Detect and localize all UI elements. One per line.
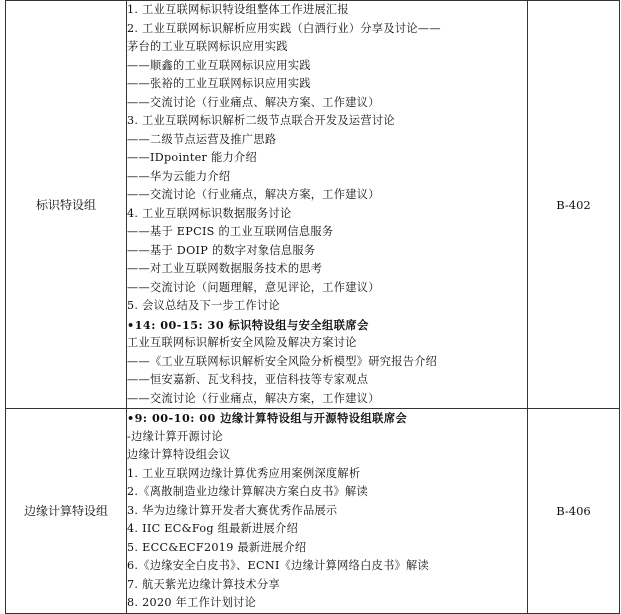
table-row xyxy=(6,409,620,614)
room-cell: B-402 xyxy=(528,1,620,409)
session-heading: •9: 00-10: 00 边缘计算特设组与开源特设组联席会 xyxy=(127,411,408,425)
agenda-content-cell xyxy=(127,1,528,409)
agenda-line: ——基于 DOIP 的数字对象信息服务 xyxy=(127,243,316,257)
room-cell: B-406 xyxy=(528,409,620,614)
agenda-line: 1. 工业互联网边缘计算优秀应用案例深度解析 xyxy=(127,466,361,480)
agenda-line: 2. 工业互联网标识解析应用实践（白酒行业）分享及讨论—— xyxy=(127,21,441,35)
agenda-line: ——基于 EPCIS 的工业互联网信息服务 xyxy=(127,225,334,238)
agenda-line: 6.《边缘安全白皮书》、ECNI《边缘计算网络白皮书》解读 xyxy=(127,559,430,572)
agenda-line: 2.《离散制造业边缘计算解决方案白皮书》解读 xyxy=(127,485,369,498)
agenda-line: 工业互联网标识解析安全风险及解决方案讨论 xyxy=(127,336,357,349)
agenda-line: ——华为云能力介绍 xyxy=(127,169,231,183)
group-name-cell: 标识特设组 xyxy=(6,1,127,409)
agenda-content-cell xyxy=(127,409,528,614)
agenda-line: ——张裕的工业互联网标识应用实践 xyxy=(127,77,311,90)
group-name-cell: 边缘计算特设组 xyxy=(6,409,127,614)
agenda-line: 1. 工业互联网标识特设组整体工作进展汇报 xyxy=(127,3,349,16)
agenda-line: ——顺鑫的工业互联网标识应用实践 xyxy=(127,58,311,72)
session-heading: •14: 00-15: 30 标识特设组与安全组联席会 xyxy=(127,317,369,332)
agenda-line: 茅台的工业互联网标识应用实践 xyxy=(127,40,288,53)
agenda-line: 3. 工业互联网标识解析二级节点联合开发及运营讨论 xyxy=(127,114,395,127)
agenda-line: ——《工业互联网标识解析安全风险分析模型》研究报告介绍 xyxy=(127,354,438,368)
agenda-line: ——IDpointer 能力介绍 xyxy=(127,151,258,164)
agenda-table xyxy=(5,0,620,614)
agenda-line: ——恒安嘉新、瓦戈科技，亚信科技等专家观点 xyxy=(127,373,369,386)
agenda-line: ——交流讨论（行业痛点，解决方案，工作建议） xyxy=(127,188,380,201)
table-row xyxy=(6,1,620,409)
agenda-body xyxy=(6,1,620,614)
agenda-line: 5. ECC&ECF2019 最新进展介绍 xyxy=(127,540,307,554)
agenda-line: 7. 航天紫光边缘计算技术分享 xyxy=(127,577,280,591)
agenda-line: -边缘计算开源讨论 xyxy=(127,429,223,443)
agenda-line: 8. 2020 年工作计划讨论 xyxy=(127,596,257,609)
agenda-line: 3. 华为边缘计算开发者大赛优秀作品展示 xyxy=(127,503,338,517)
agenda-line: ——交流讨论（行业痛点、解决方案、工作建议） xyxy=(127,95,380,109)
agenda-line: 4. IIC EC&Fog 组最新进展介绍 xyxy=(127,522,299,535)
agenda-line: 5. 会议总结及下一步工作讨论 xyxy=(127,299,280,312)
agenda-line: ——对工业互联网数据服务技术的思考 xyxy=(127,262,323,275)
agenda-line: 4. 工业互联网标识数据服务讨论 xyxy=(127,206,292,220)
agenda-line: 边缘计算特设组会议 xyxy=(127,448,231,461)
agenda-line: ——二级节点运营及推广思路 xyxy=(127,132,277,146)
agenda-line: ——交流讨论（问题理解，意见评论，工作建议） xyxy=(127,280,380,294)
agenda-line: ——交流讨论（行业痛点，解决方案，工作建议） xyxy=(127,391,380,405)
